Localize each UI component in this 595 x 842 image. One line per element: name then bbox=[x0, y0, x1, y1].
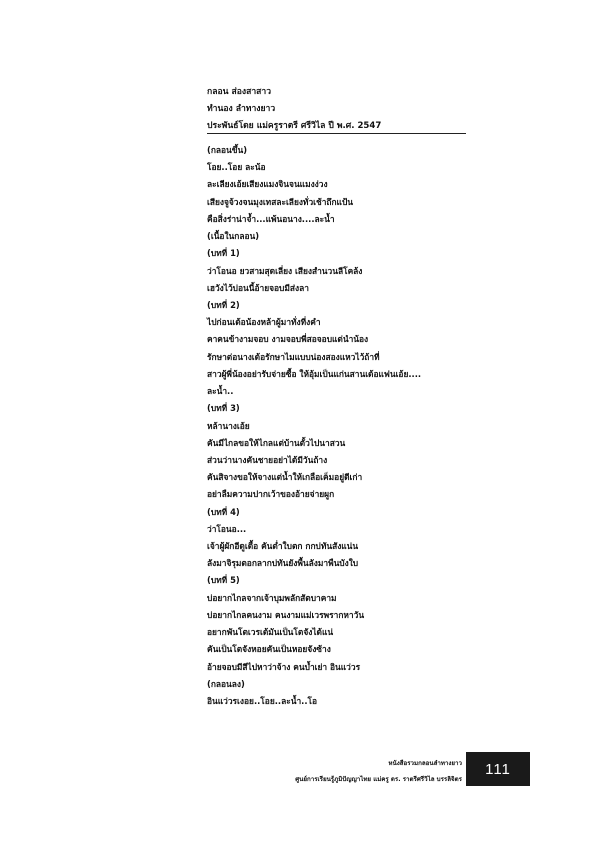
poem-line: (บทที่ 4) bbox=[207, 506, 240, 517]
poem-line: คันสิจางขอให้จางแต่น้ำให้เกลือเค็มอยู่ดีเก่า bbox=[207, 472, 363, 483]
poem-line: อย่าลืมความปากเว้าของอ้ายจ่ายผูก bbox=[207, 489, 335, 500]
poem-line: (กลอนขึ้น) bbox=[207, 145, 248, 155]
poem-line: ว่าโอนอ... bbox=[207, 523, 247, 534]
poem-line: คันเป็นโตจังหอยคันเป็นหอยจังซ้าง bbox=[207, 644, 331, 655]
poem-line: (บทที่ 1) bbox=[207, 248, 240, 259]
poem-line: (เนื้อในกลอน) bbox=[207, 231, 260, 242]
poem-line: (บทที่ 2) bbox=[207, 299, 240, 310]
header-divider bbox=[207, 133, 466, 134]
poem-line: บ่อยากไกลจากเจ้าบุมพลักสัตบาคาม bbox=[207, 592, 337, 603]
page-number: 111 bbox=[485, 760, 511, 778]
poem-line: (บทที่ 3) bbox=[207, 403, 240, 414]
poem-header bbox=[207, 84, 467, 136]
poem-line: เฮวังไว้บ่อนนี้อ้ายจอบมีส่งลา bbox=[207, 282, 309, 293]
footer-book-title: หนังสือรวมกลอนลำทางยาว bbox=[388, 760, 462, 767]
footer-institution: ศูนย์การเรียนรู้ภูมิปัญญาไทย แม่ครู ดร. ราตรีศรีวิไล บรรลิจิตร bbox=[295, 776, 462, 783]
poem-line: คือสิ่งร่าน่าจ้ำ...แพ้นอนาง....ละน้ำ bbox=[207, 213, 335, 224]
poem-line: อินแว่วรเงอย..โอย..ละน้ำ..โอ bbox=[207, 696, 318, 706]
page-number-box bbox=[466, 752, 530, 786]
poem-line: ละน้ำ.. bbox=[207, 386, 234, 397]
poem-credit: ประพันธ์โดย แม่ครูราตรี ศรีวิไล ปี พ.ศ. 2547 bbox=[207, 121, 382, 132]
poem-line: (บทที่ 5) bbox=[207, 575, 240, 586]
poem-line: เจ้าผู้ผักอีดูเดื้อ คันต่ำใบตก กกบ่ทันสังแน่น bbox=[207, 541, 359, 552]
poem-line: ว่าโอนอ ยวสามสุดเลี่ยง เสียงสำนวนลีโคล้ง bbox=[207, 265, 363, 276]
poem-line: รักษาต่อนางเด้อรักษาไมแบบน่องสองแหวไว้ถ้าที่ bbox=[207, 351, 380, 362]
poem-line: ไปก่อนเด้อน้องหล้าผู้มาทั่งที่งคำ bbox=[207, 317, 321, 328]
poem-title: กลอน ส่องสาสาว bbox=[207, 87, 272, 97]
poem-line: หล้านางเอ้ย bbox=[207, 420, 250, 431]
poem-melody: ทำนอง ลำทางยาว bbox=[207, 104, 276, 115]
poem-line: ละเลียงเอ้ยเสียงแมงจินจนแมงง่วง bbox=[207, 179, 328, 190]
poem-line: อยากพันโตเวรเด้มันเป็นโตจังได้แน่ bbox=[207, 627, 334, 638]
poem-line: คาคนข้างามจอบ งามจอบพี่สอจอบแต่นำน้อง bbox=[207, 334, 369, 345]
poem-line: ส่วนว่านางคันชายอย่าได้มีวันถ้าง bbox=[207, 454, 328, 465]
poem-line: สาวผู้พี่น้องอย่ารับจ่ายซื้อ ให้อุ้มเป็นแก่นสานเด้อแฟนเอ้ย.... bbox=[207, 368, 422, 379]
poem-body bbox=[207, 142, 477, 710]
poem-line: เสียงจูจ้วงจนมุงเทสละเลียงทั่วเช้าถึกแป้น bbox=[207, 196, 353, 207]
poem-line: โอย..โอย ละน้อ bbox=[207, 162, 266, 173]
page-footer bbox=[258, 756, 462, 788]
poem-line: คันมีไกลขอให้ไกลแต่บ้านตั้วไปนาสวน bbox=[207, 437, 346, 448]
poem-line: บ่อยากไกลคนงาม คนงามแม่เวรพรากหาวัน bbox=[207, 609, 365, 620]
poem-line: (กลอนลง) bbox=[207, 678, 245, 689]
poem-line: ลังมาจิรุมตอกลากบ่ทันยังพื้นลังมาพืนบังใบ bbox=[207, 558, 359, 569]
poem-line: อ้ายจอบมีสีไปหาว่าจ้าง คนบ้ำเย่า อินแว่วร bbox=[207, 661, 361, 672]
